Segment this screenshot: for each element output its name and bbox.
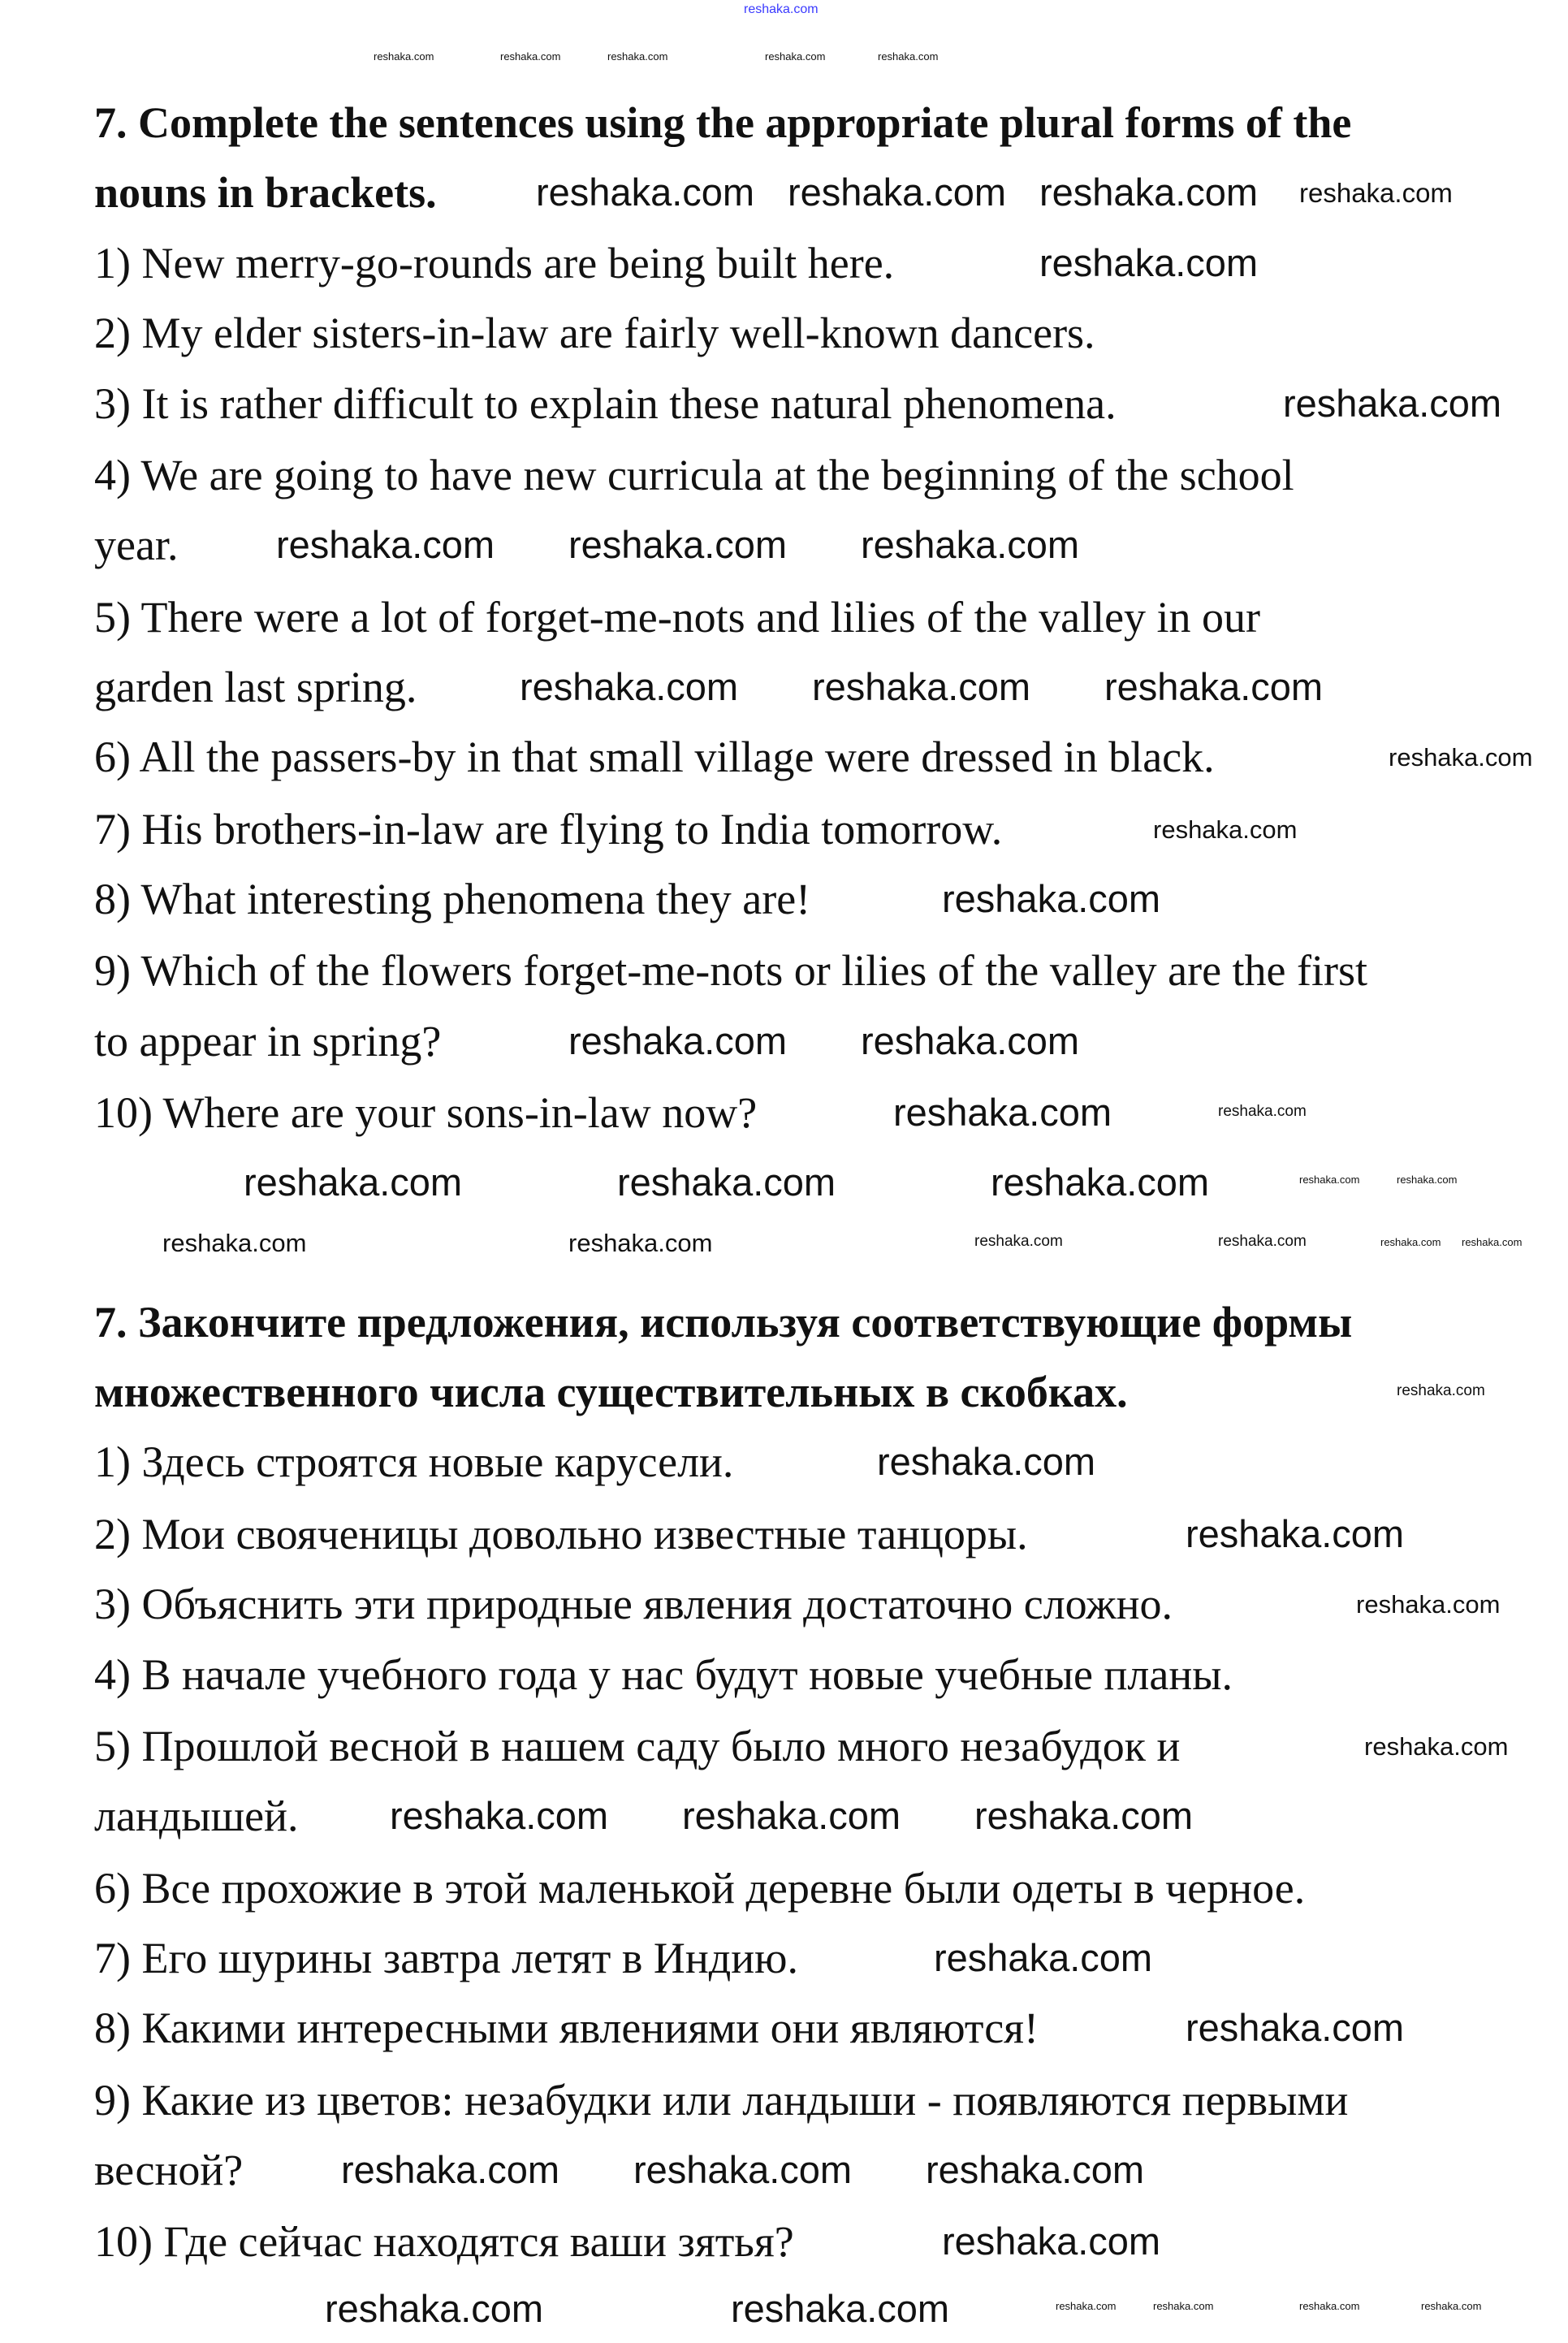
watermark: reshaka.com bbox=[942, 877, 1161, 920]
watermark: reshaka.com bbox=[244, 1161, 463, 1204]
watermark: reshaka.com bbox=[812, 665, 1031, 708]
watermark: reshaka.com bbox=[788, 171, 1007, 214]
watermark: reshaka.com bbox=[390, 1794, 609, 1837]
watermark: reshaka.com bbox=[500, 50, 561, 63]
sentence-line: 8) Какими интересными явлениями они являются! bbox=[94, 2004, 1039, 2052]
watermark: reshaka.com bbox=[520, 665, 739, 708]
sentence-line: весной? bbox=[94, 2146, 244, 2194]
watermark: reshaka.com bbox=[568, 523, 788, 566]
sentence-line: 3) Объяснить эти природные явления достаточно сложно. bbox=[94, 1580, 1173, 1628]
watermark: reshaka.com bbox=[1186, 1512, 1405, 1555]
watermark: reshaka.com bbox=[731, 2287, 950, 2330]
exercise-heading-ru: 7. Закончите предложения, используя соответствующие формы bbox=[94, 1298, 1353, 1347]
sentence-line: 4) We are going to have new curricula at the beginning of the school bbox=[94, 451, 1294, 499]
sentence-line: year. bbox=[94, 521, 179, 569]
watermark: reshaka.com bbox=[1299, 2300, 1360, 2312]
watermark: reshaka.com bbox=[1039, 171, 1259, 214]
watermark: reshaka.com bbox=[942, 2220, 1161, 2263]
watermark: reshaka.com bbox=[974, 1794, 1194, 1837]
sentence-line: 9) Which of the flowers forget-me-nots or lilies of the valley are the first bbox=[94, 946, 1368, 995]
sentence-line: 6) Все прохожие в этой маленькой деревне были одеты в черное. bbox=[94, 1864, 1306, 1913]
sentence-line: 5) Прошлой весной в нашем саду было много незабудок и bbox=[94, 1722, 1181, 1770]
watermark: reshaka.com bbox=[1056, 2300, 1117, 2312]
watermark: reshaka.com bbox=[1397, 1174, 1458, 1186]
sentence-line: 7) Его шурины завтра летят в Индию. bbox=[94, 1934, 798, 1982]
watermark: reshaka.com bbox=[1421, 2300, 1482, 2312]
sentence-line: 2) My elder sisters-in-law are fairly well-known dancers. bbox=[94, 309, 1095, 357]
watermark: reshaka.com bbox=[1299, 178, 1453, 208]
watermark: reshaka.com bbox=[568, 1019, 788, 1062]
exercise-heading-ru-cont: множественного числа существительных в скобках. bbox=[94, 1368, 1128, 1416]
watermark: reshaka.com bbox=[877, 1440, 1096, 1483]
watermark: reshaka.com bbox=[1039, 241, 1259, 284]
watermark: reshaka.com bbox=[1364, 1732, 1509, 1761]
watermark: reshaka.com bbox=[878, 50, 939, 63]
watermark: reshaka.com bbox=[974, 1233, 1063, 1250]
watermark: reshaka.com bbox=[991, 1161, 1210, 1204]
watermark: reshaka.com bbox=[893, 1091, 1112, 1134]
sentence-line: 1) New merry-go-rounds are being built here. bbox=[94, 239, 895, 287]
watermark: reshaka.com bbox=[861, 523, 1080, 566]
sentence-line: ландышей. bbox=[94, 1792, 299, 1840]
watermark: reshaka.com bbox=[1104, 665, 1324, 708]
sentence-line: 10) Where are your sons-in-law now? bbox=[94, 1088, 758, 1137]
watermark: reshaka.com bbox=[617, 1161, 836, 1204]
watermark: reshaka.com bbox=[607, 50, 668, 63]
watermark: reshaka.com bbox=[1380, 1236, 1441, 1248]
watermark: reshaka.com bbox=[1299, 1174, 1360, 1186]
exercise-heading-en-cont: nouns in brackets. bbox=[94, 168, 437, 217]
exercise-heading-en: 7. Complete the sentences using the appropriate plural forms of the bbox=[94, 98, 1352, 147]
watermark: reshaka.com bbox=[1218, 1233, 1307, 1250]
watermark: reshaka.com bbox=[374, 50, 434, 63]
sentence-line: 10) Где сейчас находятся ваши зятья? bbox=[94, 2217, 794, 2266]
sentence-line: 2) Мои свояченицы довольно известные танцоры. bbox=[94, 1510, 1028, 1558]
watermark: reshaka.com bbox=[861, 1019, 1080, 1062]
watermark: reshaka.com bbox=[1389, 743, 1533, 772]
sentence-line: 6) All the passers-by in that small village were dressed in black. bbox=[94, 733, 1215, 781]
watermark: reshaka.com bbox=[1153, 815, 1298, 844]
watermark: reshaka.com bbox=[1153, 2300, 1214, 2312]
watermark-top-link[interactable]: reshaka.com bbox=[744, 2, 819, 16]
watermark: reshaka.com bbox=[926, 2148, 1145, 2191]
watermark: reshaka.com bbox=[1462, 1236, 1523, 1248]
sentence-line: garden last spring. bbox=[94, 663, 417, 711]
sentence-line: 8) What interesting phenomena they are! bbox=[94, 875, 811, 923]
watermark: reshaka.com bbox=[1283, 382, 1502, 425]
watermark: reshaka.com bbox=[1356, 1590, 1501, 1619]
watermark: reshaka.com bbox=[1186, 2006, 1405, 2049]
watermark: reshaka.com bbox=[765, 50, 826, 63]
sentence-line: 4) В начале учебного года у нас будут новые учебные планы. bbox=[94, 1650, 1233, 1699]
watermark: reshaka.com bbox=[568, 1229, 713, 1257]
watermark: reshaka.com bbox=[536, 171, 755, 214]
sentence-line: 9) Какие из цветов: незабудки или ландыши - появляются первыми bbox=[94, 2076, 1349, 2125]
watermark: reshaka.com bbox=[934, 1936, 1153, 1979]
sentence-line: 7) His brothers-in-law are flying to India tomorrow. bbox=[94, 805, 1003, 854]
sentence-line: 1) Здесь строятся новые карусели. bbox=[94, 1437, 734, 1486]
watermark: reshaka.com bbox=[276, 523, 495, 566]
sentence-line: 5) There were a lot of forget-me-nots and lilies of the valley in our bbox=[94, 593, 1261, 642]
watermark: reshaka.com bbox=[1218, 1103, 1307, 1120]
watermark: reshaka.com bbox=[682, 1794, 901, 1837]
sentence-line: 3) It is rather difficult to explain these natural phenomena. bbox=[94, 379, 1117, 428]
watermark: reshaka.com bbox=[325, 2287, 544, 2330]
watermark: reshaka.com bbox=[633, 2148, 853, 2191]
sentence-line: to appear in spring? bbox=[94, 1017, 442, 1066]
watermark: reshaka.com bbox=[341, 2148, 560, 2191]
watermark: reshaka.com bbox=[1397, 1382, 1485, 1399]
watermark: reshaka.com bbox=[162, 1229, 307, 1257]
